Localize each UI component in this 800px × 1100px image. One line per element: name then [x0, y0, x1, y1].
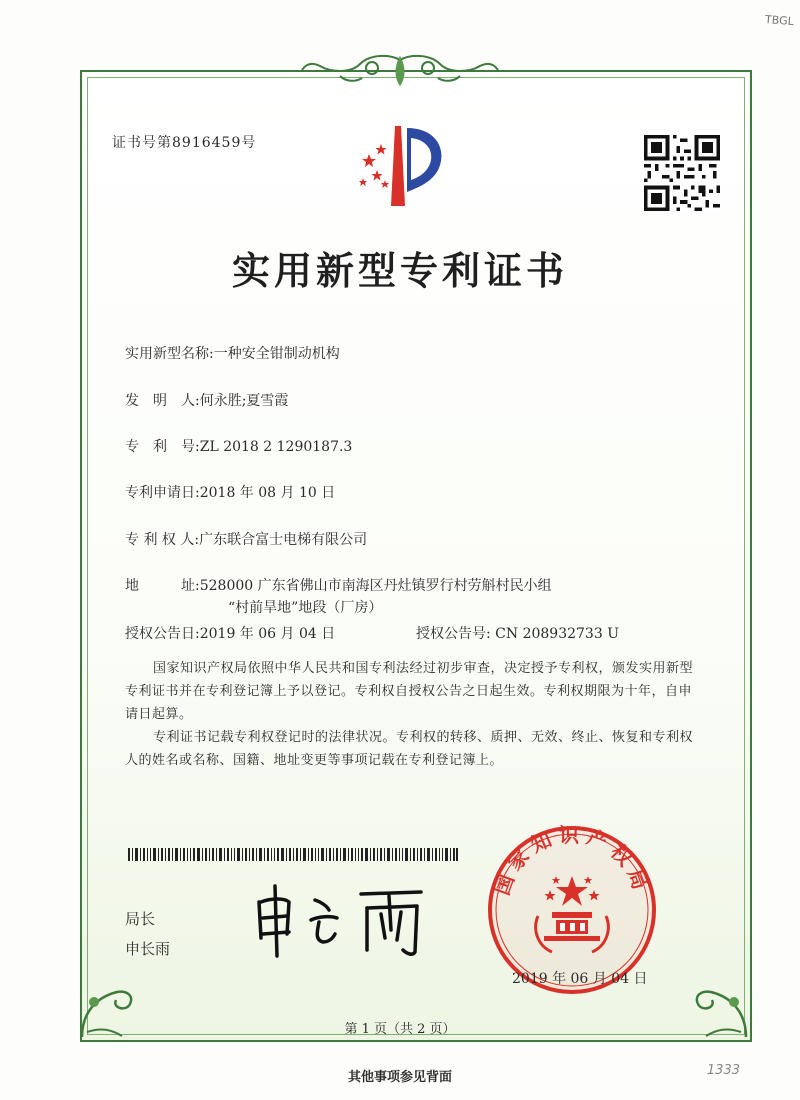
certificate-title: 实用新型专利证书 [231, 249, 568, 293]
field-label: 授权公告日: [125, 626, 200, 642]
field-patent-number [125, 436, 352, 456]
director-title: 局长 [125, 910, 156, 928]
field-value: 528000 广东省佛山市南海区丹灶镇罗行村劳斛村民小组 [199, 578, 552, 594]
footer-note: 其他事项参见背面 [347, 1070, 452, 1085]
director-name: 申长雨 [125, 940, 171, 958]
field-filing-date [125, 482, 335, 502]
seal-date: 2019 年 06 月 04 日 [512, 971, 648, 987]
svg-text:国家知识产权局: 国家知识产权局 [489, 823, 655, 899]
field-label: 专 利 权 人: [125, 532, 200, 548]
field-value: 广东联合富士电梯有限公司 [199, 532, 368, 548]
top-ornament-icon [300, 52, 500, 92]
field-label: 专 利 号: [125, 439, 200, 455]
field-utility-model-name [125, 343, 340, 363]
field-label: 实用新型名称: [125, 346, 214, 362]
field-value: CN 208932733 U [495, 626, 619, 642]
field-grant-date [125, 623, 335, 643]
page-number: 第 1 页（共 2 页） [344, 1022, 456, 1037]
patent-office-logo-icon [355, 118, 445, 213]
field-label: 专利申请日: [125, 485, 200, 501]
director-signature-icon [245, 880, 435, 960]
field-label: 地 址: [125, 578, 200, 594]
field-label: 发 明 人: [125, 393, 200, 409]
field-patentee [125, 529, 367, 549]
field-value: 2018 年 08 月 10 日 [199, 485, 336, 501]
field-grant-number [416, 623, 619, 643]
field-inventor [125, 390, 288, 410]
field-address [125, 575, 552, 595]
legal-paragraph-2: 专利证书记载专利权登记时的法律状况。专利权的转移、质押、无效、终止、恢复和专利权人的姓名或名称、国籍、地址变更等事项记载在专利登记簿上。 [125, 730, 694, 768]
field-value: 2019 年 06 月 04 日 [199, 626, 336, 642]
handwritten-bottom-mark: 1333 [706, 1063, 740, 1078]
certificate-number: 证书号第8916459号 [112, 135, 257, 151]
qr-code-icon [644, 135, 720, 211]
field-value: 何永胜;夏雪霞 [199, 393, 289, 409]
field-value: 一种安全钳制动机构 [213, 346, 340, 362]
legal-paragraph-1: 国家知识产权局依照中华人民共和国专利法经过初步审查，决定授予专利权，颁发实用新型专利证书并在专利登记簿上予以登记。专利权自授权公告之日起生效。专利权期限为十年，自申请日起算。 [125, 661, 694, 722]
field-address-line2: “村前旱地”地段（厂房） [228, 600, 383, 616]
barcode-icon [128, 848, 458, 861]
field-value: ZL 2018 2 1290187.3 [199, 439, 353, 455]
field-label: 授权公告号: [416, 626, 491, 642]
handwritten-corner-mark: TBGL [764, 13, 795, 28]
